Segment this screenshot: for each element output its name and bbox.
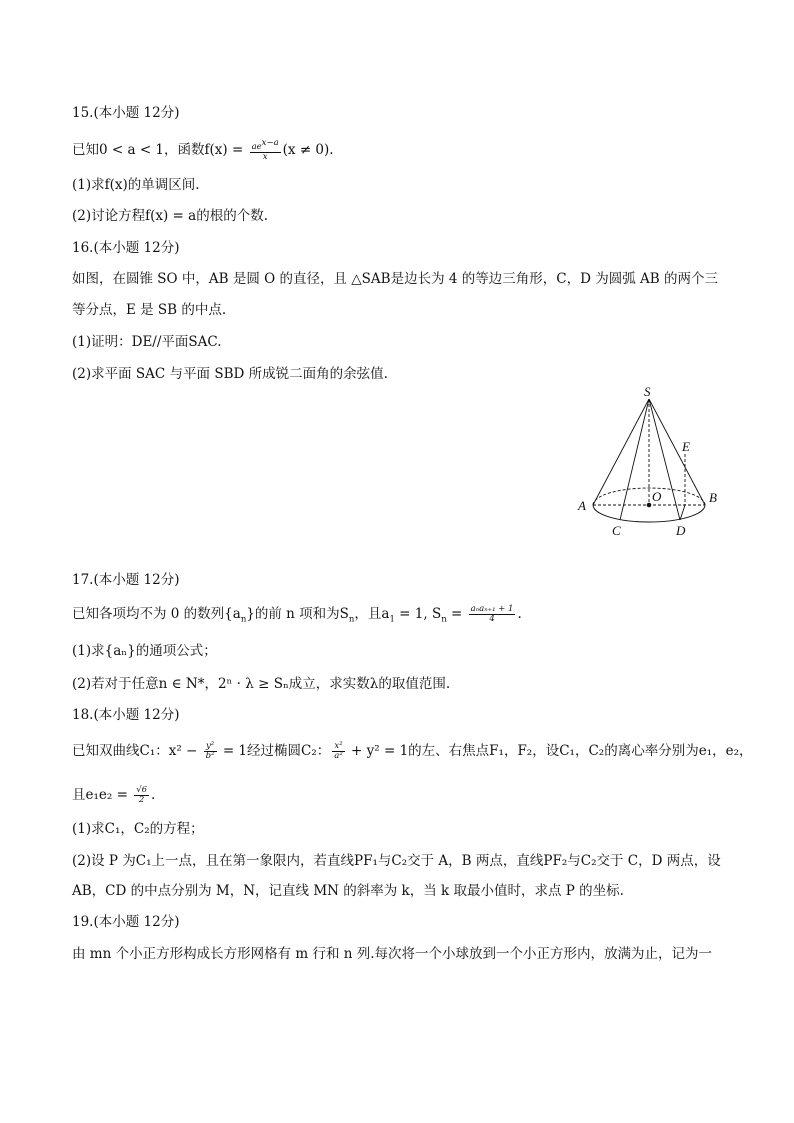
q15-header: 15.(本小题 12分) bbox=[72, 105, 180, 121]
q15-part2: (2)讨论方程f(x) = a的根的个数. bbox=[72, 208, 269, 224]
q16-part1: (1)证明：DE//平面SAC. bbox=[72, 334, 222, 350]
q17-stem: 已知各项均不为 0 的数列$\{a_n\}$的前 n 项和为$S_n$，且$a_1 = 1$, $S_n$ = $\frac{\text{aₙaₙ₊₁ + 1}}{4}$ . bbox=[72, 604, 522, 625]
q15-stem: 已知0 < a < 1，函数f(x) = $\frac{ae^{x-a}}{x}$ (x ≠ 0). bbox=[72, 138, 334, 162]
q15-part1: (1)求f(x)的单调区间. bbox=[72, 177, 200, 193]
q18-fraction-sqrt6-2: $\frac{√6}{2}$ bbox=[136, 785, 148, 805]
q18-stem-line1: 已知双曲线C₁：x² − $\frac{\text{y²}}{\text{b²}}$ = 1经过椭圆C₂： $\frac{\text{x²}}{\text{a²}}$ + y² = 1的左、右焦点F₁，F₂，设C₁，C₂的离心率分别为e₁，e₂， bbox=[72, 741, 753, 761]
q18-part2-line1: (2)设 P 为C₁上一点，且在第一象限内，若直线PF₁与C₂交于 A，B 两点，直线PF₂与C₂交于 C，D 两点，设 bbox=[72, 853, 721, 869]
q19-stem-line1: 由 mn 个小正方形构成长方形网格有 m 行和 n 列.每次将一个小球放到一个小正方形内，放满为止，记为一 bbox=[72, 946, 713, 962]
q18-fraction-y2-b2: $\frac{\text{y²}}{\text{b²}}$ bbox=[205, 741, 215, 761]
q16-header: 16.(本小题 12分) bbox=[72, 240, 180, 256]
label-c: C bbox=[612, 523, 621, 538]
q16-stem-line2: 等分点，E 是 SB 的中点. bbox=[72, 302, 227, 318]
q16-stem-line1: 如图，在圆锥 SO 中，AB 是圆 O 的直径，且 △SAB是边长为 4 的等边三角形，C，D 为圆弧 AB 的两个三 bbox=[72, 271, 718, 287]
edge-sa bbox=[593, 399, 649, 505]
label-d: D bbox=[676, 523, 686, 538]
base-front-arc bbox=[593, 505, 705, 522]
q18-stem-line2: 且e₁e₂ = $\frac{√6}{2}$ . bbox=[72, 785, 156, 805]
q17-fraction: $\frac{\text{aₙaₙ₊₁ + 1}}{4}$ bbox=[470, 604, 514, 624]
label-b: B bbox=[709, 490, 717, 505]
q16-part2: (2)求平面 SAC 与平面 SBD 所成锐二面角的余弦值. bbox=[72, 366, 388, 382]
q15-fraction: $\frac{ae^{x-a}}{x}$ bbox=[251, 138, 279, 162]
q18-part1: (1)求C₁，C₂的方程； bbox=[72, 821, 204, 837]
q17-header: 17.(本小题 12分) bbox=[72, 572, 180, 588]
center-point-o bbox=[647, 503, 652, 508]
label-o: O bbox=[652, 489, 662, 504]
label-a: A bbox=[578, 498, 586, 513]
label-e: E bbox=[682, 439, 690, 454]
q18-fraction-x2-a2: $\frac{\text{x²}}{\text{a²}}$ bbox=[334, 741, 343, 761]
q18-part2-line2: AB，CD 的中点分别为 M，N，记直线 MN 的斜率为 k，当 k 取最小值时，求点 P 的坐标. bbox=[72, 883, 624, 899]
q17-part2: (2)若对于任意n ∈ N*，2ⁿ · λ ≥ Sₙ成立，求实数λ的取值范围. bbox=[72, 676, 451, 692]
q18-header: 18.(本小题 12分) bbox=[72, 707, 180, 723]
q17-part1: (1)求{aₙ}的通项公式； bbox=[72, 643, 217, 659]
edge-sc bbox=[620, 399, 649, 520]
label-s: S bbox=[644, 384, 651, 399]
q19-header: 19.(本小题 12分) bbox=[72, 914, 180, 930]
cone-figure bbox=[570, 384, 730, 544]
segment-ed-base bbox=[680, 505, 685, 520]
